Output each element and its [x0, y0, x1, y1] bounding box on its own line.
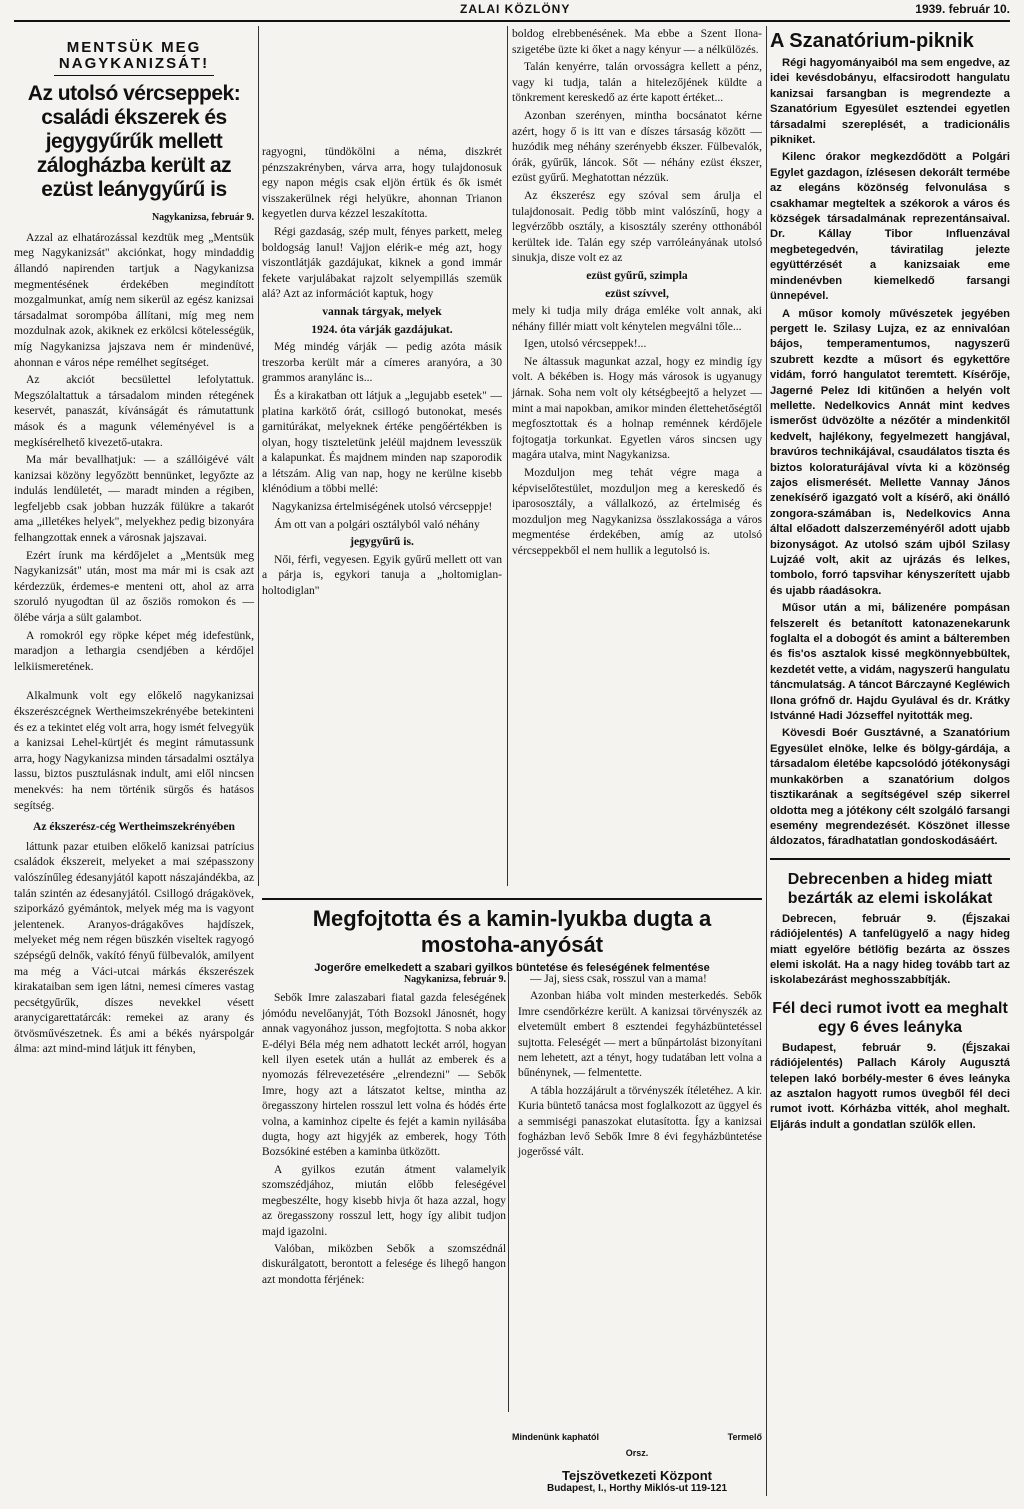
paragraph: láttunk pazar etuiben előkelő kanizsai patrícius családok ékszereit, melyeket a mai szépasszony valószínűleg édesanyjától kapott nászajándékba, az talán szintén az édesanyjától. Csillogó drágakövek, sziporkázó gyémántok, melyek még ma is vagyont jelentenek. Aranyos-drágakőves hajdíszek, melyeket még nem régen büszkén viseltek ragyogó szépségű delnők, vakító fényű fülbevalók, amilyent ma még a Váci-utcai márkás ékszerészek kirakataiban sem igen látni, nemesi címeres vastag pecsétgyűrűk, díszes nevekkel vésett aranycigarettatárcák: remekei az arany és ötvösművészetnek. És ami a békés nyárspolgár álma: azt mind-mind látjuk itt fényben,: [14, 839, 254, 1056]
article-column-3: [512, 26, 762, 561]
paragraph: Műsor után a mi, bálizenére pompásan felszerelt és betanított katonazenekarunk foglalta el a dobogót és amint a bálteremben és fis'os asztalok kissé megkönnyebbültek, kezdetét vette, a vidám, nagyszerű hangulatu táncmulatság. A táncot Bárczayné Kegléwich Ilona grófnő dr. Hajdu Gyulával és dr. Krátky Istvánné Hadi Józseffel nyitották meg.: [770, 602, 1010, 723]
section-rule: [262, 898, 762, 900]
paper-name: ZALAI KÖZLÖNY: [460, 2, 571, 16]
bottom-headline: Megfojtotta és a kamin-lyukba dugta a: [312, 906, 712, 931]
paragraph: Még mindég várják — pedig azóta másik treszorba került már a címeres aranyóra, a 30 grammos aranylánc is...: [262, 340, 502, 385]
paragraph: A tábla hozzájárult a törvényszék ítéletéhez. A kir. Kuria büntető tanácsa most foglalkozott az üggyel és a semmiségi panaszokat elutasította. Így a kanizsai fogházban levő Sebők Imre 8 évi fegyházbüntetése jogerőssé vált.: [518, 1084, 762, 1159]
highlight-line: vannak tárgyak, melyek: [322, 304, 442, 318]
column-divider: [766, 26, 767, 1496]
column-divider: [258, 26, 259, 886]
paragraph: mely ki tudja mily drága emléke volt annak, aki néhány fillér miatt volt kénytelen megválni tőle...: [512, 304, 762, 333]
article-headline: A Szanatórium-piknik: [770, 30, 974, 52]
paragraph: Ma már bevallhatjuk: — a szállóigévé vált kanizsai közöny legyőzött bennünket, legyőzte az indulás lendületét, — maradt minden a régiben, legfeljebb csak jobban huzzák fülükre a takarót ama „illetékes helyek", melyekhez pedig bizonyára felhangzottak ennek a városnak jajszavai.: [14, 453, 254, 545]
paragraph: Mozduljon meg tehát végre maga a képviselőtestület, mozduljon meg a kereskedő és iparososztály, a vállalkozó, az értelmiség és mozduljon meg Nagykanizsa összlakossága a város megmentése érdekében, amíg az utolsó vércseppekből el nem hullik a legutolsó is.: [512, 466, 762, 557]
paragraph: Kövesdi Boér Gusztávné, a Szanatórium Egyesület elnöke, lelke és bölgy-gárdája, a társadalom életébe kapcsolódó jótékonysági munkakörben a szanatórium dolgos tisztikarának a segítségével szép sikerrel oldotta meg a jótékony célt szolgáló farsangi esemény megrendezését. Köszönet illesse áldozatos, fáradhatatlan gondoskodásáért.: [770, 727, 1010, 848]
paragraph: Ám ott van a polgári osztályból való néhány: [274, 517, 480, 531]
paragraph: Azzal az elhatározással kezdtük meg „Mentsük meg Nagykanizsát" akciónkat, hogy mindaddig állandó napirenden tartjuk a Nagykanizsa megmentésének érdekében megindított mozgalmunkat, amíg nem sikerül az egész kanizsai társadalmat sorompóba állítani, míg meg nem mozdulnak azok, akiknek ez erkölcsi kötelességük, míg Nagykanizsa jajszava nem ér mindenüvé, ahonnan e város népe remélhet segítséget.: [14, 230, 254, 369]
paragraph: Az akciót becsülettel lefolytattuk. Megszólaltattuk a társadalom minden rétegének keservét, panaszát, kívánságát és rámutattunk mások és a magunk véleményével is a megkísérelhető kivezető-utakra.: [14, 373, 254, 449]
article-column-2: [262, 144, 502, 601]
paragraph: Régi hagyományaiból ma sem engedve, az idei kevésdobányu, elfacsirodott hangulatu kanizsai farsangban is megrendezte a Szanatórium Egyesület esztendei egyetlen társadalmi szereplését, a tradicionális pikniket.: [770, 57, 1010, 147]
highlight-line: ezüst szívvel,: [605, 286, 669, 300]
column-divider: [507, 26, 508, 886]
paragraph: A gyilkos ezután átment valamelyik szomszédjához, miután előbb feleségével megbeszélte, hogy kisebb hivja őt haza azzal, hogy az öregasszony rosszul lett, hogy így alibit tudjon majd igazolni.: [262, 1163, 506, 1238]
bottom-article: [262, 898, 762, 1286]
paragraph: Azonban szerényen, mintha bocsánatot kérne azért, hogy ő is itt van e díszes társaság között — huzódik meg néhány szerényebb ékszer. Fülbevalók, órák, gyűrűk, láncok. Sőt — néhány ezüst ékszer, ezüst gyűrű. Meghatottan nézzük.: [512, 108, 762, 185]
ad-right-text: Termelő: [727, 1432, 762, 1442]
rubric: MENTSÜK MEG NAGYKANIZSÁT!: [58, 39, 210, 72]
article-column-1: [14, 26, 254, 1059]
paragraph: Talán kenyérre, talán orvosságra kellett a pénz, vagy ki tudja, talán a hitelezőjének küldte a tönkrement kereskedő az érte kapott értéket...: [512, 60, 762, 105]
ad-mid-text: Orsz.: [625, 1448, 649, 1458]
advertisement: [512, 1432, 762, 1494]
bottom-headline-line2: mostoha-anyósát: [420, 932, 604, 957]
column-divider: [508, 972, 509, 1412]
bottom-column-b: [518, 972, 762, 1163]
article-headline: Debrecenben a hideg miatt bezárták az elemi iskolákat: [787, 870, 993, 907]
paragraph: Régi gazdaság, szép mult, fényes parkett, meleg boldogság lanul! Vajjon elérik-e még azt, hogy viszontlátják gazdájukat, kiknek a gond immár fekete varjulábakat rajzolt selyempillás szemük alá? Azt az információt kaptuk, hogy: [262, 224, 502, 301]
paragraph: Azonban hiába volt minden mesterkedés. Sebők Imre csendőrkézre került. A kanizsai törvényszék az elvetemült embert 8 esztendei fegyházbüntetéssel sujtotta. Feleségét — mert a bűnpártolást bizonyítani nem lehetett, azt a tényt, hogy tudatában lett volna a bűnénynek, — felmentette.: [518, 990, 762, 1080]
paragraph: Kilenc órakor megkezdődött a Polgári Egylet gazdagon, ízlésesen dekorált termébe az elegáns közönség felvonulása s csakhamar megteltek a székorok a város és községek társadalmának reprezentánsaival. Dr. Kállay Tibor Influenzával megbetegedvén, táviratilag jelezte együttérzését a kanizsaiak eme mindenévben kiemelkedő farsangi ünnepével.: [770, 151, 1010, 303]
paragraph: boldog elrebbenésének. Ma ebbe a Szent Ilona-szigetébe üzte ki őket a nagy kényur — a nélkülözés.: [512, 27, 762, 56]
ad-left-text: Mindenünk kaphatól: [512, 1432, 600, 1442]
paragraph: És a kirakatban ott látjuk a „legujabb esetek" — platina karkötő órát, csillogó butonokat, mesés garnitúrákat, melyeknek értéke pengőértékben is olyan, hogy tiszteletünk jeléül majdnem levesszük a kalapunkat. És majdnem minden nap szaporodik a létszám. Alig van nap, hogy ne kerülne kisebb klénódium a többi mellé:: [262, 388, 502, 496]
paragraph: — Jaj, siess csak, rosszul van a mama!: [530, 973, 707, 985]
article-headline: Az utolsó vércseppek: családi ékszerek és jegygyűrűk mellett zálogházba került az ezüst leánygyűrű is: [27, 82, 241, 202]
highlight-line: ezüst gyűrű, szimpla: [586, 268, 688, 282]
rubric-rule: [54, 75, 214, 76]
paragraph: A romokról egy röpke képet még idefestünk, maradjon a lethargia csendjében a kérdőjel lelkiismeretének.: [14, 628, 254, 673]
paragraph: A műsor komoly művészetek jegyében pergett le. Szilasy Lujza, ez az ennivalóan bájos, temperamentumos, nagyszerű szubrett kezdte a műsort és egykettőre vidám, forró hangulatot teremtett. Kísérője, Jagerné Pelez Idi kitűnően a helyén volt mellette. Nedelkovics Annát mint kedves ismerőst üdvözölte a nézőtér a mindenkitől kedvelt, hajlékony, fegyelmezett hangjával, bravúros technikájával, csaudálatos tiszta és biztos koloraturájával vívta ki a közönség zajos elismerését. Mellette Vannay János zenekísérő igazgató volt a kísérő, aki önálló zongora-számában is, Nedelkovics Anna által előadott dalszerzeményéről adott ujabb bizonyságot. Az utolsó szám ujból Szilasy Lujzáé volt, akit az ujrázás és lelkes, tombolo, forró tapsvihar kényszerített ujabb és ujabb ráadásokra.: [770, 307, 1010, 597]
highlight-line: Nagykanizsa értelmiségének utolsó vércseppje!: [271, 500, 493, 514]
dateline: Nagykanizsa, február 9.: [151, 212, 254, 224]
paragraph: Ne áltassuk magunkat azzal, hogy ez mindig így volt. A békében is. Hogy más városok is ugyanugy járnak. Soha nem volt oly kétségbeejtő a helyzet — mint a mai napokban, amikor minden élettehetőségtől megfosztottak és a holnap reménnek kérdőjele fojtogatja torkunkat. Egyetlen város sincsen ugy magára utalva, mint Nagykanizsa.: [512, 354, 762, 462]
article-headline: Fél deci rumot ivott ea meghalt egy 6 éves leányka: [772, 999, 1008, 1036]
ad-address: Budapest, I., Horthy Miklós-ut 119-121: [546, 1483, 728, 1494]
paragraph: Valóban, miközben Sebők a szomszédnál diskurálgatott, berontott a felesége és lihegő hangon azt mondotta férjének:: [262, 1242, 506, 1286]
highlight-line: 1924. óta várják gazdájukat.: [311, 322, 453, 336]
paragraph: Női, férfi, vegyesen. Egyik gyűrű mellett ott van a párja is, egykori tanuja a „holtomiglan-holtodiglan": [262, 552, 502, 598]
paragraph: Az ékszerész egy szóval sem árulja el tulajdonosait. Pedig több mint valószínű, hogy a legvérzőbb osztály, a kisosztály szerény otthonából kerültek ide. Talán egy szép varróleányának utolsó sinukja, disze volt ez az: [512, 188, 762, 265]
paragraph: Debrecen, február 9. (Éjszakai rádiójelentés) A tanfelügyelő a nagy hideg miatt egyelőre bétlöfig bezárta az összes elemi iskolát. Ha a nagy hideg tovább tart az iskolabezárást meghosszabbítják.: [770, 912, 1010, 987]
masthead: [0, 0, 1024, 20]
bottom-subheadline: Jogerőre emelkedett a szabari gyilkos büntetése és feleségének felmentése: [314, 962, 710, 974]
issue-date: 1939. február 10.: [915, 2, 1010, 16]
top-rule: [14, 20, 1010, 22]
subheading: Az ékszerész-cég Wertheimszekrényében: [33, 820, 235, 834]
highlight-line: jegygyűrű is.: [350, 535, 414, 549]
paragraph: Alkalmunk volt egy előkelő nagykanizsai ékszerészcégnek Wertheimszekrényébe betekinteni és ez a tekintet elég volt arra, hogy ismét felvegyük a kanizsai Lehel-kürtjét és megint rámutassunk arra, hogy Nagykanizsa minden társadalmi osztálya lassu, biztos pusztulásnak indult, ami elől nincsen menekvés: ha nem történik sürgős és hatásos segítség.: [14, 689, 254, 812]
section-rule: [770, 858, 1010, 860]
article-column-4: [770, 30, 1010, 1135]
paragraph: ragyogni, tündökölni a néma, diszkrét pénzszakrényben, várva arra, hogy tulajdonosuk egy napon mégis csak eljön értük és ők ismét visszakerülnek régi helyükre, ahonnan Trianon kegyetlen durva kézzel leszakította.: [262, 145, 502, 221]
paragraph: Ezért írunk ma kérdőjelet a „Mentsük meg Nagykanizsát" után, most ma már mi is csak azt kérdezzük, érdemes-e menteni ott, ahol az arra szoruló nyugodtan ül az ősziös romokon és — ölébe várja a sült galambot.: [14, 548, 254, 625]
bottom-column-a: [262, 972, 506, 1290]
dateline: Nagykanizsa, február 9.: [403, 974, 506, 985]
ad-company-name: Tejszövetkezeti Központ: [561, 1468, 712, 1483]
paragraph: Sebők Imre zalaszabari fiatal gazda feleségének jómódu nevelőanyját, Tóth Bozsokl Jánosnét, hogy annak vagyonához jusson, megfojtotta. S noba akkor E-délyi Béla még nem adhatott leckét arról, hogyan kell ilyen esetek után a hullát az emberek és a nyomozás félrevezetésére „elrendezni" — Sebők Imre, hogy azt a látszatot keltse, mintha az öregasszony hirtelen rosszul lett volna és hódés érte volna, a kaminhoz cipelte és fejét a kamin nyilásába dugta, hogy azt higyjék az emberek, hogy Tóth Bozsókiné estében a kaminba ütközött.: [262, 992, 506, 1159]
paragraph: Budapest, február 9. (Éjszakai rádiójelentés) Pallach Károly Augusztá telepen lakó borbély-mester 6 éves leányka az asztalon hagyott rumos üvegből fél deci rumot ivott. Kórházba vitték, ahol meghalt. Eljárás indult a gondatlan szülők ellen.: [770, 1041, 1010, 1131]
paragraph: Igen, utolsó vércseppek!...: [524, 337, 647, 351]
